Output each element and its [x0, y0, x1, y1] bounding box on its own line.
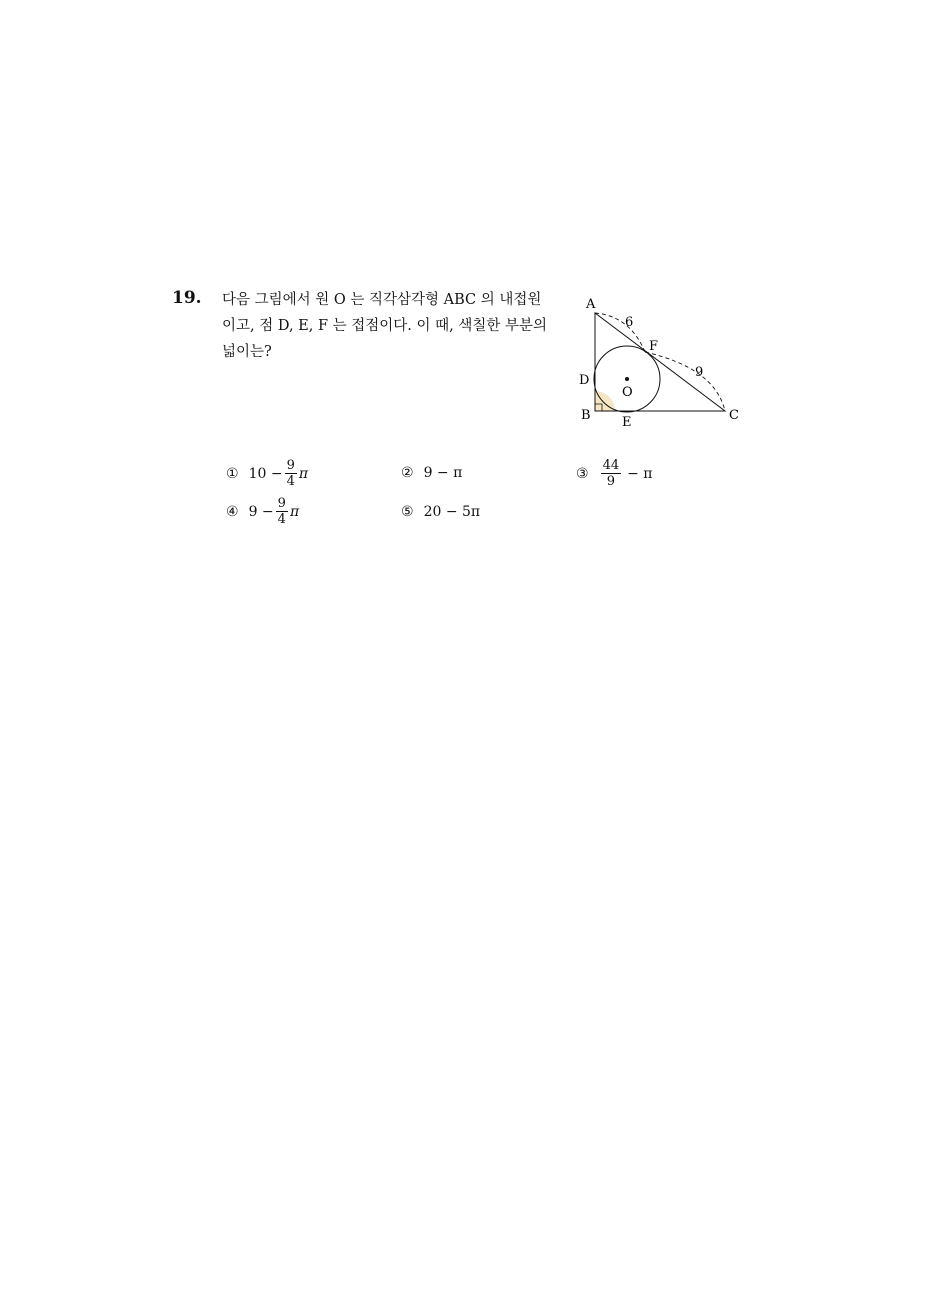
label-e: E — [622, 415, 632, 430]
choice-2[interactable] — [401, 465, 462, 481]
fraction-denominator: 4 — [286, 474, 295, 489]
label-b: B — [581, 408, 591, 423]
choice-3[interactable] — [576, 458, 653, 489]
choice-text: 9 − π — [423, 465, 463, 481]
choice-post: π — [298, 465, 309, 482]
choice-post: π — [289, 503, 300, 520]
choice-post: − π — [627, 465, 653, 482]
choice-mark: ① — [226, 465, 239, 482]
fraction-numerator: 9 — [277, 496, 286, 511]
question-line: 이고, 점 D, E, F 는 접점이다. 이 때, 색칠한 부분의 — [222, 318, 548, 334]
choice-1[interactable] — [226, 458, 308, 489]
choice-5[interactable] — [401, 504, 480, 520]
fraction-numerator: 9 — [286, 458, 295, 473]
triangle-abc — [595, 313, 725, 411]
question-number: 19. — [172, 288, 202, 308]
label-c: C — [729, 408, 739, 423]
choice-mark: ④ — [226, 503, 239, 520]
fraction-denominator: 9 — [606, 474, 615, 489]
choice-4[interactable] — [226, 496, 299, 527]
choice-pre: 10 − — [248, 465, 283, 482]
label-o: O — [622, 385, 633, 400]
question-text — [222, 287, 567, 365]
choice-mark: ⑤ — [401, 504, 414, 520]
label-d: D — [579, 373, 590, 388]
center-dot — [625, 377, 629, 381]
label-length-fc: 9 — [695, 365, 704, 380]
fraction — [601, 458, 622, 489]
label-a: A — [586, 297, 596, 312]
fraction-denominator: 4 — [277, 512, 286, 527]
label-length-af: 6 — [625, 315, 634, 330]
question-line: 넓이는? — [222, 344, 272, 360]
choice-mark: ② — [401, 465, 414, 481]
triangle-incircle-figure — [570, 288, 755, 438]
label-f: F — [649, 339, 659, 354]
fraction-numerator: 44 — [602, 458, 620, 473]
fraction — [285, 458, 297, 489]
choice-pre: 9 − — [248, 503, 274, 520]
fraction — [276, 496, 288, 527]
choice-mark: ③ — [576, 465, 589, 482]
choice-text: 20 − 5π — [423, 504, 481, 520]
question-line: 다음 그림에서 원 O 는 직각삼각형 ABC 의 내접원 — [222, 292, 542, 308]
